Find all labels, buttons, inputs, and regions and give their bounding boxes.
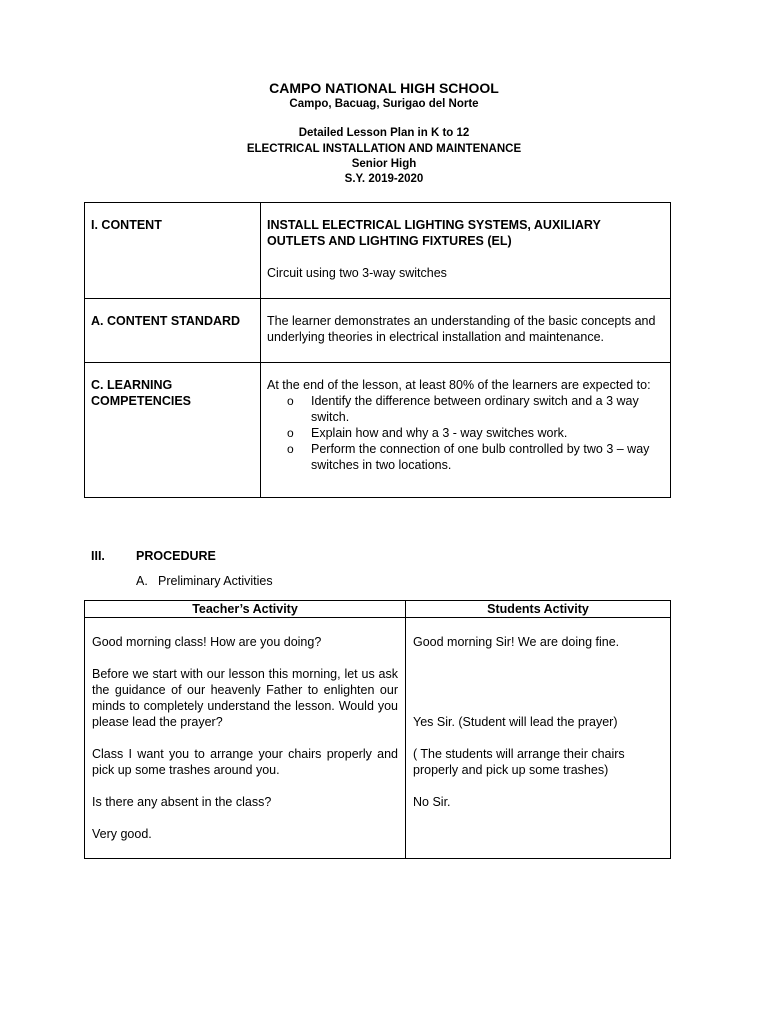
content-row [85,203,671,299]
content-subtitle: Circuit using two 3-way switches [267,266,447,280]
activity-table [84,600,671,859]
competency-item: o Explain how and why a 3 - way switches work. [287,425,662,441]
teacher-line: Is there any absent in the class? [92,795,272,809]
content-table [84,202,671,498]
teacher-line: Good morning class! How are you doing? [92,635,322,649]
teacher-line: Very good. [92,827,152,841]
activity-header-row [85,601,671,618]
teacher-activity-cell [85,618,406,859]
level-label: Senior High [351,158,417,170]
competencies-row [85,363,671,498]
competency-item: o Identify the difference between ordinary switch and a 3 way switch. [287,393,662,425]
competencies-intro: At the end of the lesson, at least 80% of the learners are expected to: [267,378,651,392]
standard-row [85,299,671,363]
content-title: INSTALL ELECTRICAL LIGHTING SYSTEMS, AUXILIARY OUTLETS AND LIGHTING FIXTURES (EL) [267,218,601,248]
competency-item: o Perform the connection of one bulb controlled by two 3 – way switches in two locations. [287,441,662,473]
content-body [261,203,671,299]
plan-title: Detailed Lesson Plan in K to 12 [298,127,470,139]
preliminary-title: Preliminary Activities [158,574,273,588]
school-name: CAMPO NATIONAL HIGH SCHOOL [269,80,499,96]
competencies-list [267,393,662,473]
competencies-body [261,363,671,498]
teacher-line: Before we start with our lesson this morning, let us ask the guidance of our heavenly Father to enlighten our minds to completely understand the lesson. Would you please lead the prayer? [92,667,398,729]
preliminary-letter: A. [136,574,148,588]
content-label: I. CONTENT [85,203,261,299]
student-line: Good morning Sir! We are doing fine. [413,635,620,649]
school-year: S.Y. 2019-2020 [344,173,424,185]
students-activity-header: Students Activity [406,601,671,618]
student-line: No Sir. [413,795,451,809]
student-line: ( The students will arrange their chairs properly and pick up some trashes) [413,747,625,777]
school-address: Campo, Bacuag, Surigao del Norte [289,98,479,110]
activity-body-row [85,618,671,859]
subject-title: ELECTRICAL INSTALLATION AND MAINTENANCE [246,143,522,155]
standard-text: The learner demonstrates an understanding of the basic concepts and underlying theories in electrical installation and maintenance. [261,299,671,363]
preliminary-heading [136,574,273,588]
competencies-label: C. LEARNING COMPETENCIES [85,363,261,498]
procedure-title: PROCEDURE [136,549,216,563]
students-activity-cell [406,618,671,859]
standard-label: A. CONTENT STANDARD [85,299,261,363]
student-line: Yes Sir. (Student will lead the prayer) [413,715,618,729]
teacher-line: Class I want you to arrange your chairs properly and pick up some trashes around you. [92,747,398,777]
teacher-activity-header: Teacher’s Activity [85,601,406,618]
procedure-numeral: III. [91,549,105,563]
procedure-heading [91,549,216,563]
